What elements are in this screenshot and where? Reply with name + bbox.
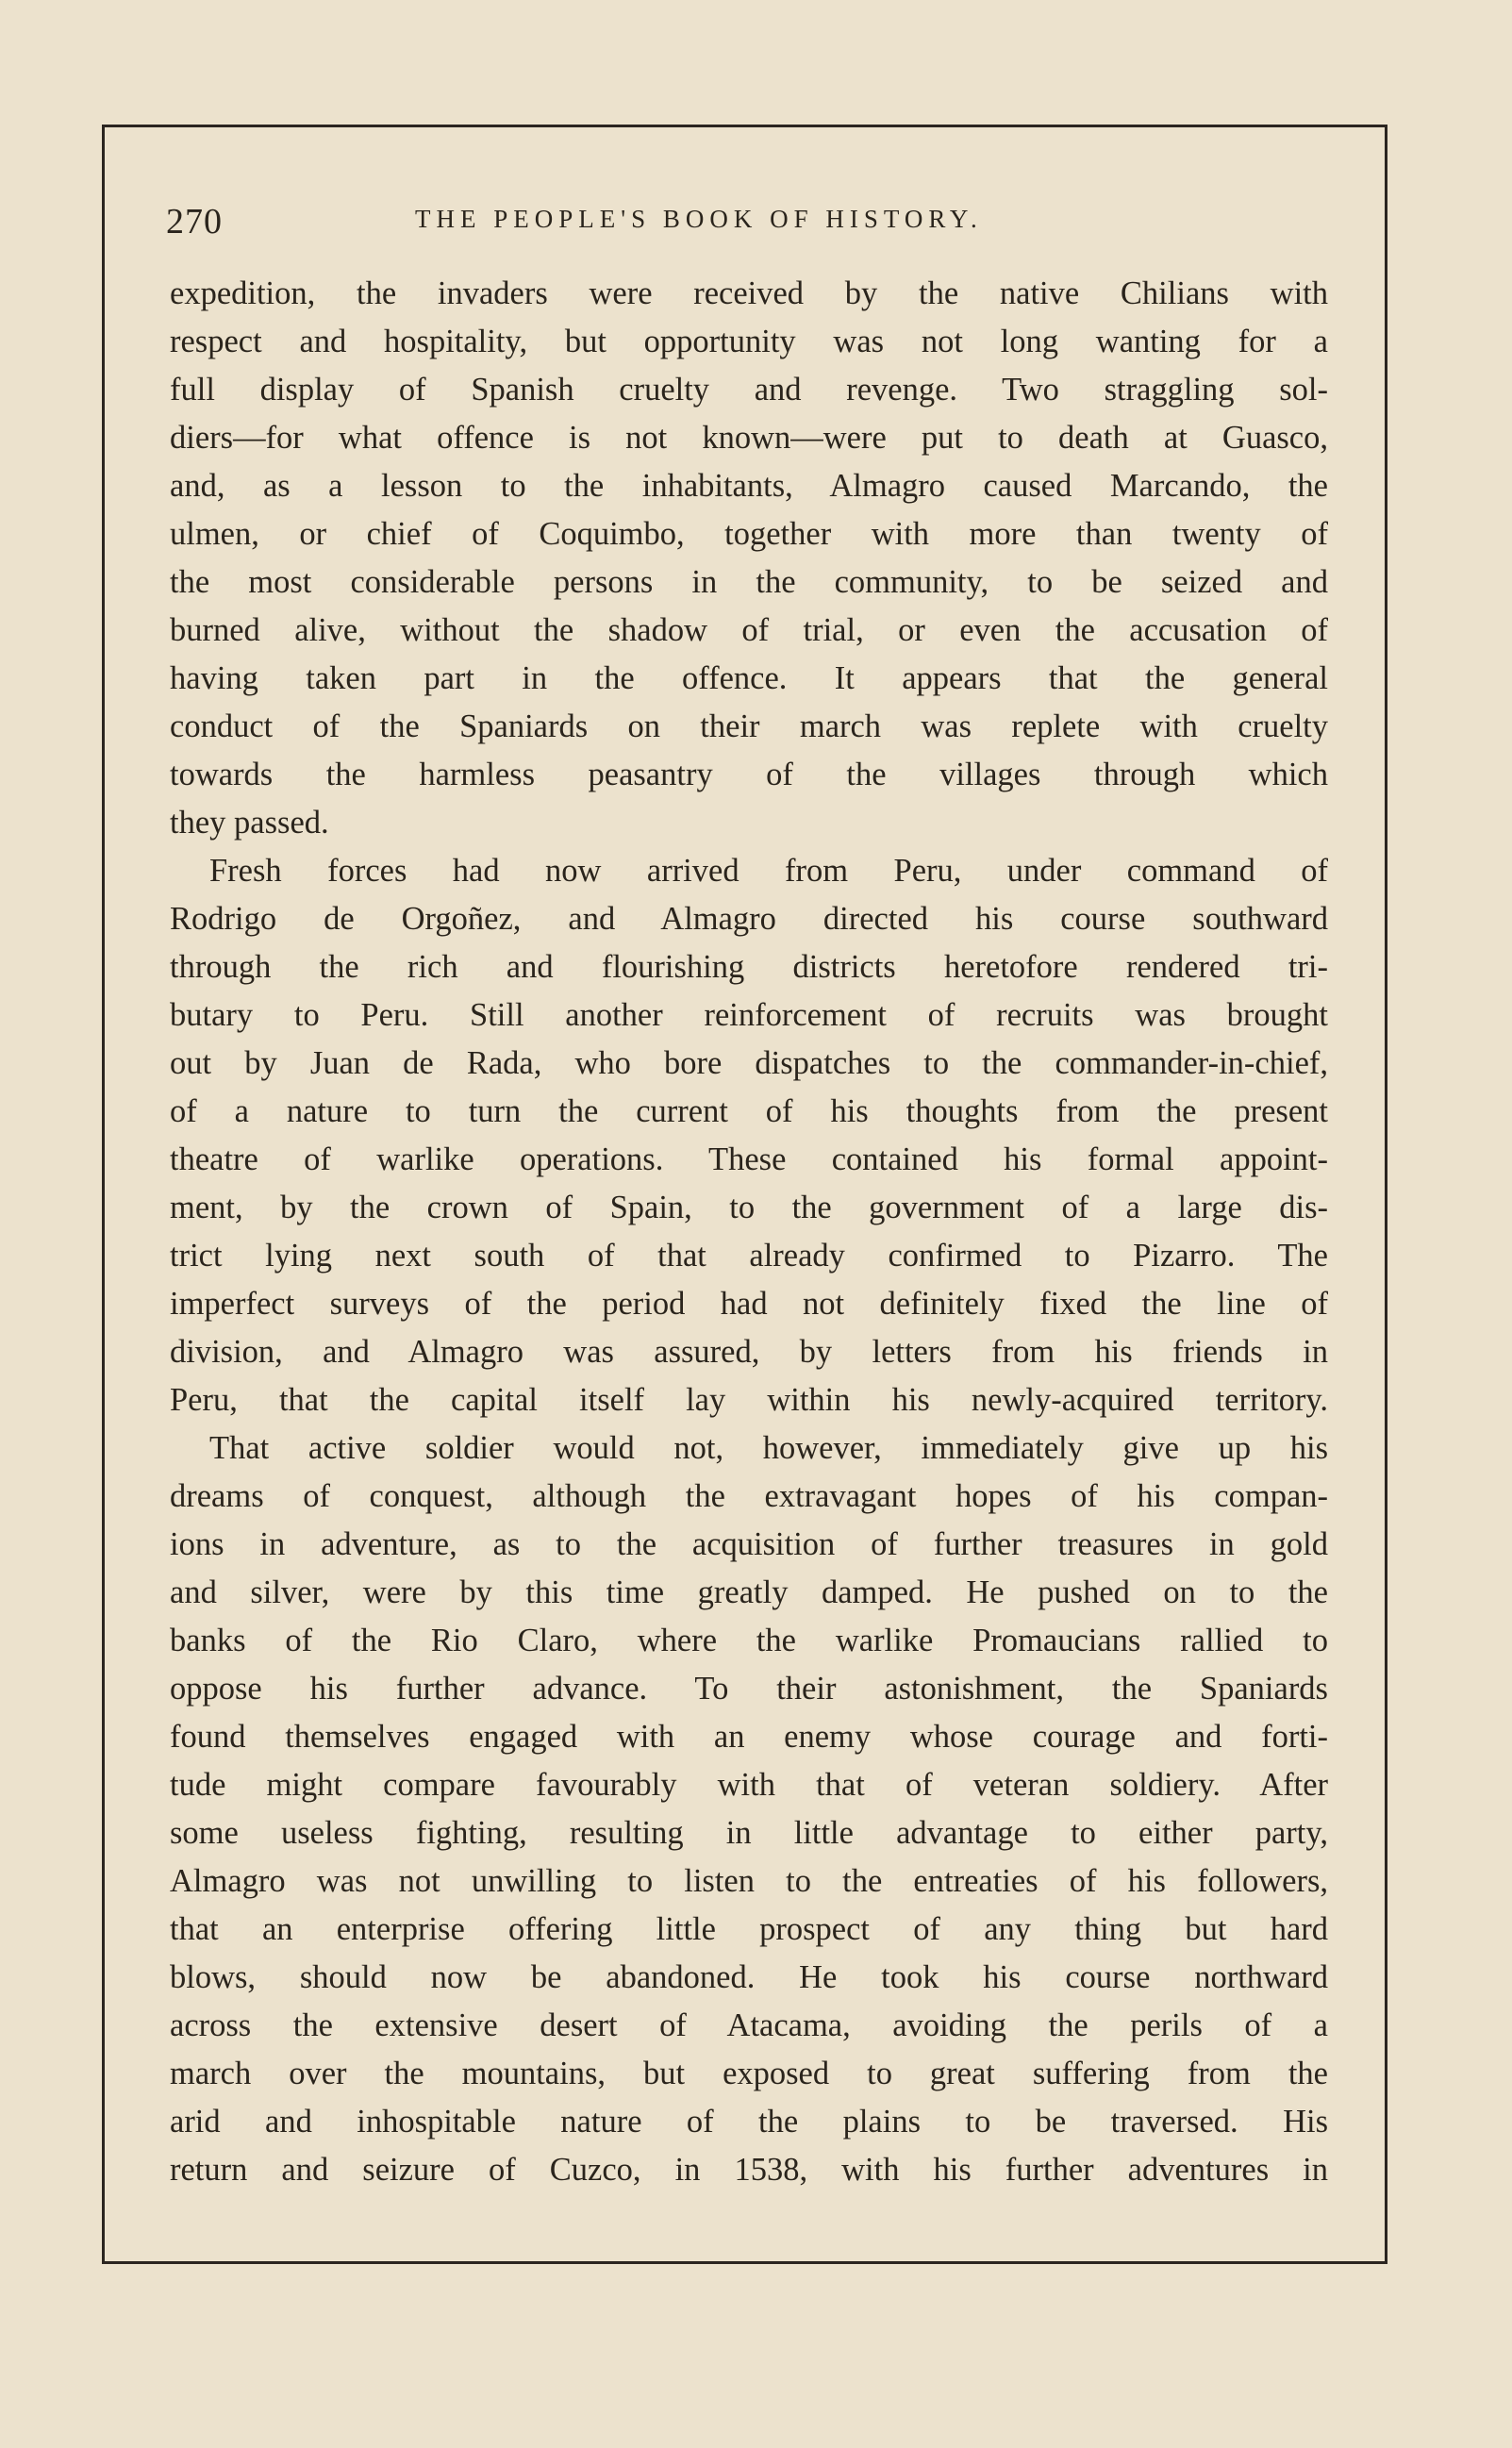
text-line: tude might compare favourably with that of veteran soldiery. After [170, 1767, 1328, 1803]
page-number: 270 [166, 202, 223, 241]
running-head [166, 193, 1326, 250]
text-line: conduct of the Spaniards on their march was replete with cruelty [170, 708, 1328, 744]
text-line: imperfect surveys of the period had not definitely fixed the line of [170, 1286, 1328, 1322]
text-line: they passed. [170, 805, 329, 841]
text-line: out by Juan de Rada, who bore dispatches to the commander-in-chief, [170, 1045, 1328, 1081]
text-line: some useless fighting, resulting in little advantage to either party, [170, 1815, 1328, 1851]
text-line: ment, by the crown of Spain, to the government of a large dis- [170, 1190, 1328, 1225]
text-line: and silver, were by this time greatly damped. He pushed on to the [170, 1574, 1328, 1610]
text-line: banks of the Rio Claro, where the warlike Promaucians rallied to [170, 1623, 1328, 1658]
text-line: found themselves engaged with an enemy whose courage and forti- [170, 1719, 1328, 1755]
text-line: diers—for what offence is not known—were put to death at Guasco, [170, 420, 1328, 456]
text-line: Almagro was not unwilling to listen to the entreaties of his followers, [170, 1863, 1328, 1899]
text-line: respect and hospitality, but opportunity was not long wanting for a [170, 324, 1328, 359]
text-line: through the rich and flourishing districts heretofore rendered tri- [170, 949, 1328, 985]
text-line: division, and Almagro was assured, by letters from his friends in [170, 1334, 1328, 1370]
text-line: theatre of warlike operations. These contained his formal appoint- [170, 1141, 1328, 1177]
text-line: the most considerable persons in the community, to be seized and [170, 564, 1328, 600]
running-title: THE PEOPLE'S BOOK OF HISTORY. [415, 205, 983, 233]
text-line: ulmen, or chief of Coquimbo, together with more than twenty of [170, 516, 1328, 552]
text-line: full display of Spanish cruelty and revenge. Two straggling sol- [170, 372, 1328, 408]
text-line: oppose his further advance. To their astonishment, the Spaniards [170, 1671, 1328, 1707]
text-line: burned alive, without the shadow of trial, or even the accusation of [170, 612, 1328, 648]
text-line: and, as a lesson to the inhabitants, Almagro caused Marcando, the [170, 468, 1328, 504]
text-line: trict lying next south of that already confirmed to Pizarro. The [170, 1238, 1328, 1274]
text-line: Peru, that the capital itself lay within his newly-acquired territory. [170, 1382, 1328, 1418]
text-line: towards the harmless peasantry of the villages through which [170, 757, 1328, 792]
text-line: arid and inhospitable nature of the plains to be traversed. His [170, 2104, 1328, 2140]
text-line: butary to Peru. Still another reinforcement of recruits was brought [170, 997, 1328, 1033]
text-line: march over the mountains, but exposed to great suffering from the [170, 2056, 1328, 2091]
body-text [170, 270, 1328, 2194]
text-line: across the extensive desert of Atacama, avoiding the perils of a [170, 2007, 1328, 2043]
text-line: expedition, the invaders were received by the native Chilians with [170, 275, 1328, 311]
text-line: Rodrigo de Orgoñez, and Almagro directed his course southward [170, 901, 1328, 937]
text-line: having taken part in the offence. It appears that the general [170, 660, 1328, 696]
text-line: blows, should now be abandoned. He took his course northward [170, 1959, 1328, 1995]
text-line: of a nature to turn the current of his thoughts from the present [170, 1093, 1328, 1129]
text-line: that an enterprise offering little prospect of any thing but hard [170, 1911, 1328, 1947]
text-line: That active soldier would not, however, immediately give up his [209, 1430, 1328, 1466]
text-line: return and seizure of Cuzco, in 1538, with his further adventures in [170, 2152, 1328, 2188]
text-line: dreams of conquest, although the extravagant hopes of his compan- [170, 1478, 1328, 1514]
text-line: Fresh forces had now arrived from Peru, under command of [209, 853, 1328, 889]
text-line: ions in adventure, as to the acquisition of further treasures in gold [170, 1526, 1328, 1562]
